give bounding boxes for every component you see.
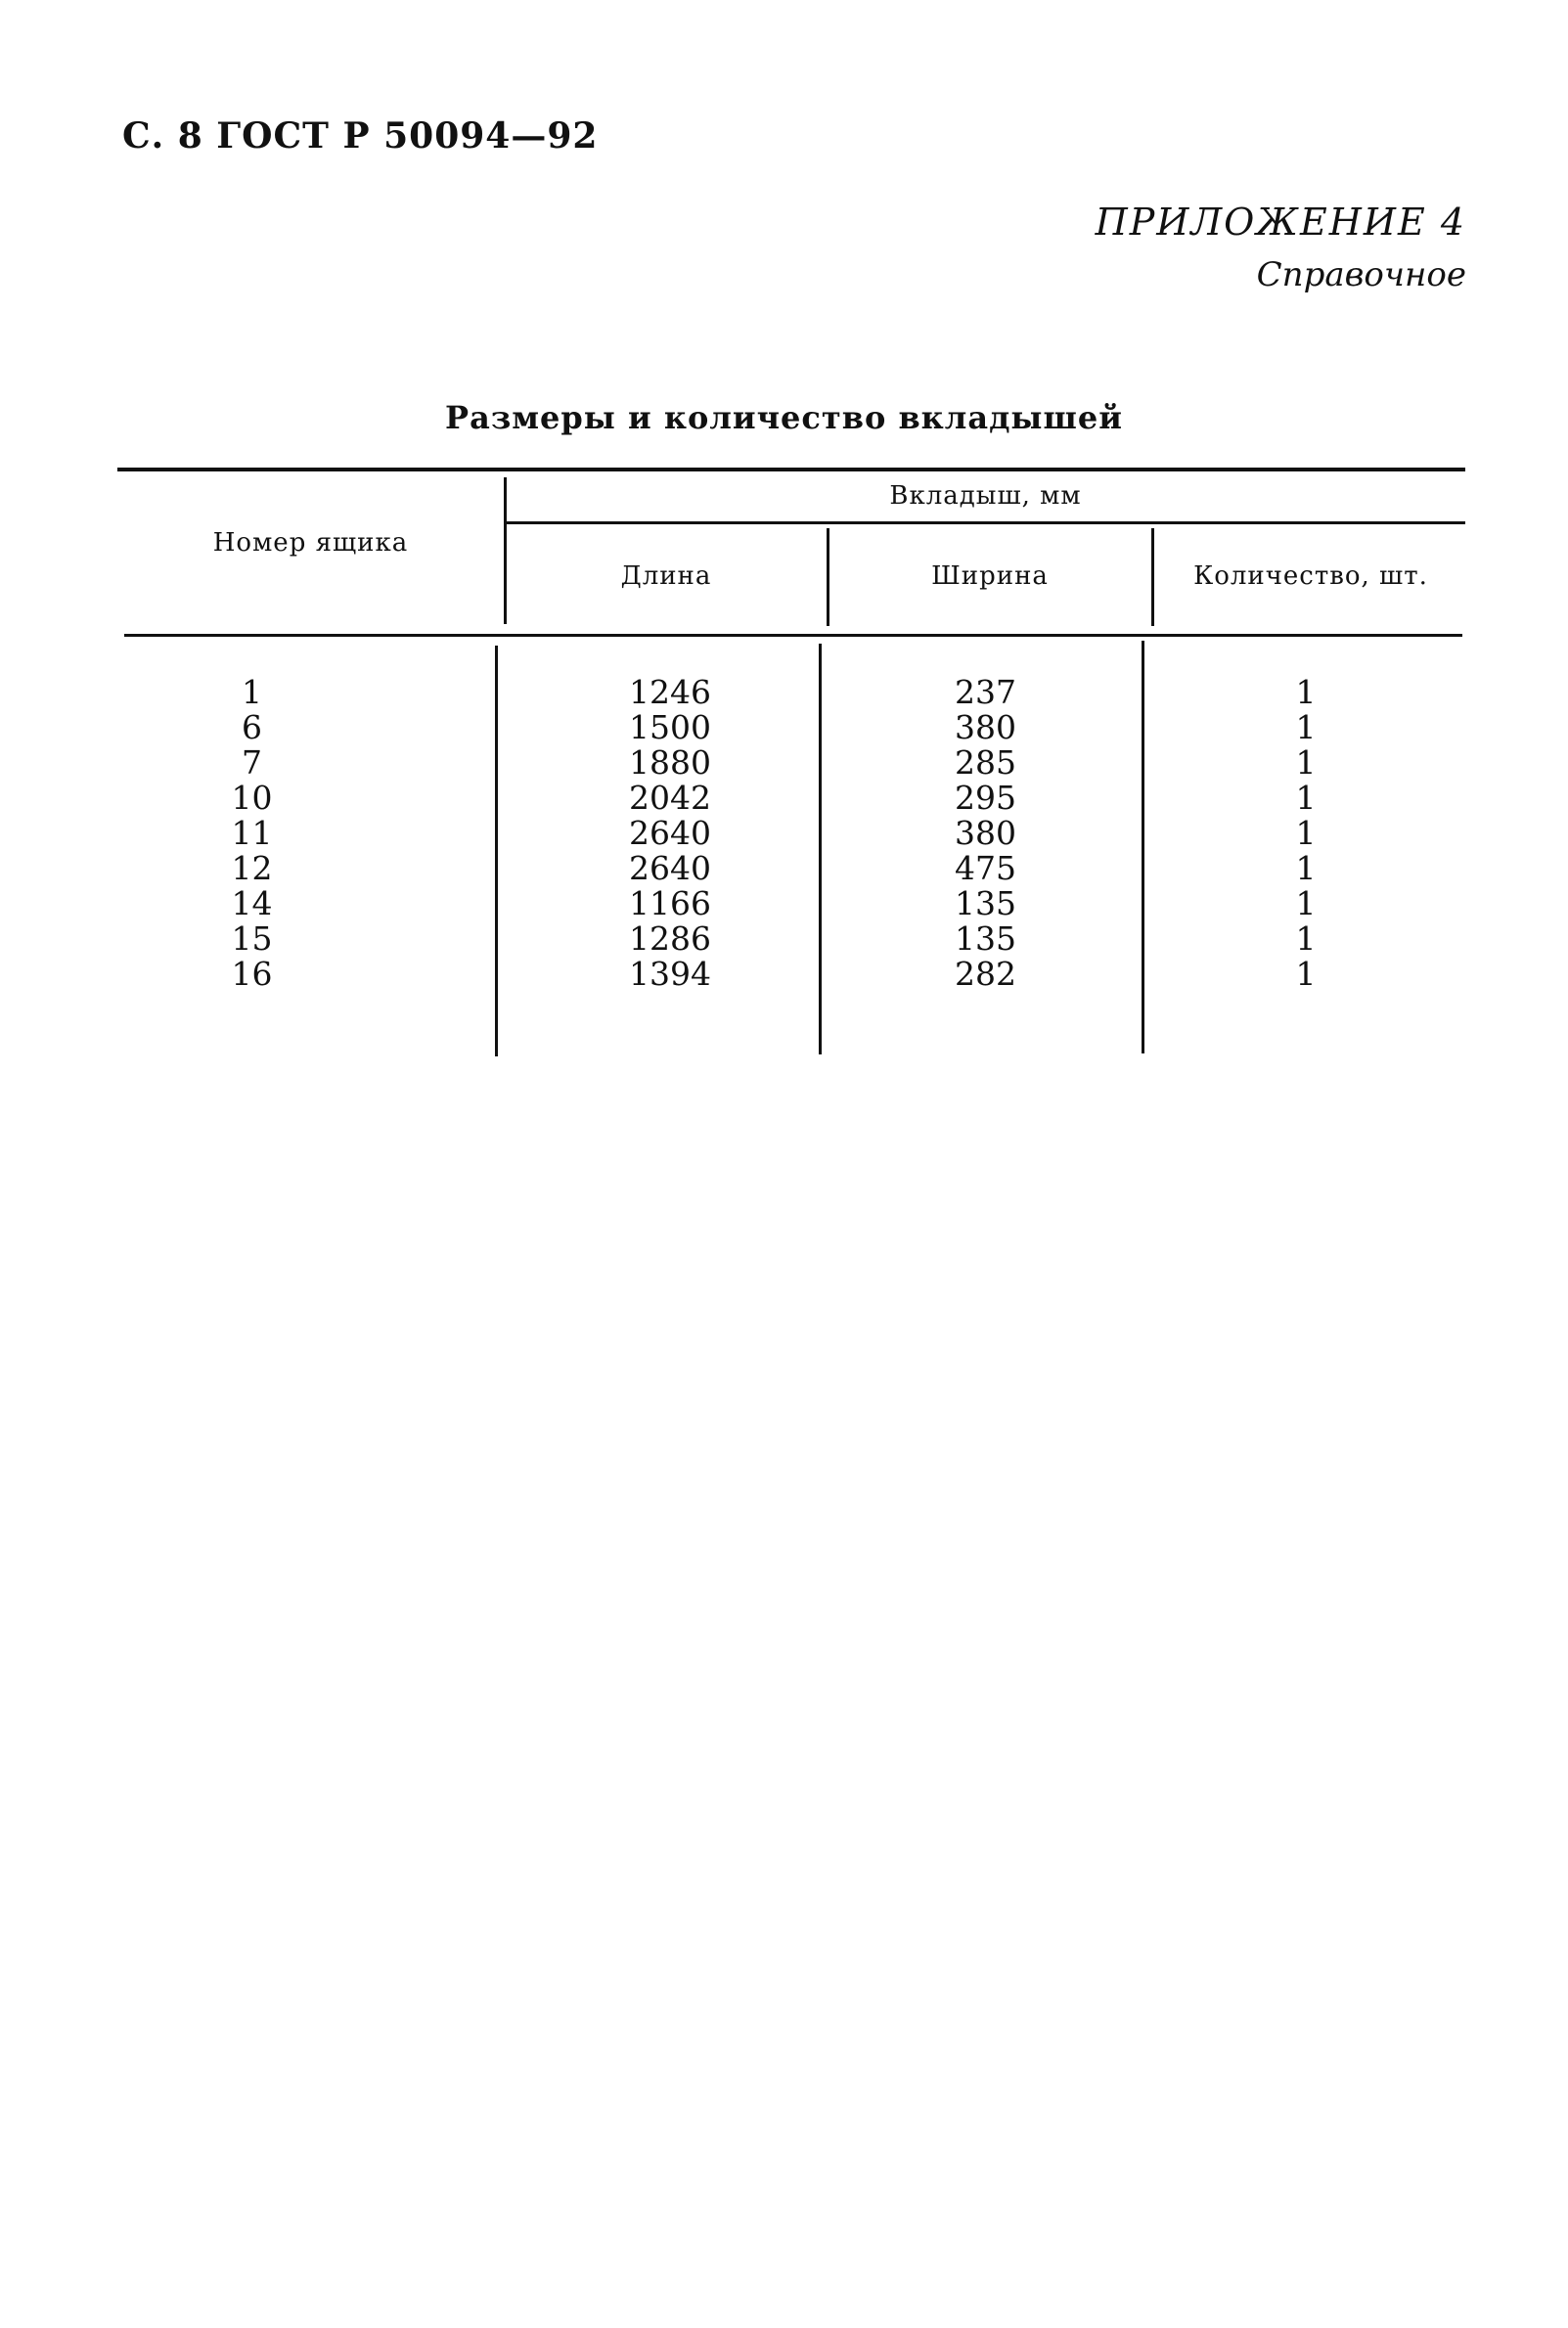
appendix-subtitle: Справочное [1256,255,1466,294]
table-cell: 16 [231,955,273,993]
table-cell: 1 [1295,919,1317,958]
table-cell: 475 [955,849,1016,887]
column-width [831,675,1140,992]
table-cell: 1394 [629,955,711,993]
table-cell: 1 [1295,884,1317,922]
table-cell: 295 [955,779,1016,817]
table-cell: 1166 [629,884,711,922]
header-insert-group: Вкладыш, мм [889,481,1082,511]
table-cell: 12 [231,849,273,887]
header-divider-length [827,528,829,626]
table-cell: 285 [955,743,1016,782]
table-cell: 1500 [629,708,711,746]
header-divider-box [504,477,507,624]
header-divider-width [1151,528,1154,626]
table-cell: 1286 [629,919,711,958]
table-cell: 2640 [629,849,711,887]
header-length: Длина [620,561,712,591]
table-cell: 135 [955,919,1016,958]
table-cell: 1 [1295,955,1317,993]
header-box-number: Номер ящика [212,528,409,558]
table-cell: 7 [242,743,262,782]
table-cell: 1880 [629,743,711,782]
header-quantity: Количество, шт. [1193,561,1428,591]
column-box-number [122,675,381,992]
table-cell: 10 [231,779,273,817]
appendix-block [1096,201,1466,294]
table-cell: 380 [955,814,1016,852]
header-width: Ширина [931,561,1049,591]
table-cell: 1 [1295,708,1317,746]
page-header: С. 8 ГОСТ Р 50094—92 [122,115,599,157]
body-divider-width [1142,641,1144,1053]
column-quantity [1154,675,1457,992]
table-cell: 2042 [629,779,711,817]
table-cell: 11 [231,814,273,852]
table-cell: 2640 [629,814,711,852]
table-cell: 1 [242,673,262,711]
table-cell: 1246 [629,673,711,711]
table-cell: 15 [231,919,273,958]
table-cell: 1 [1295,779,1317,817]
table-cell: 6 [242,708,262,746]
table-cell: 380 [955,708,1016,746]
table-cell: 1 [1295,814,1317,852]
group-header-rule [507,521,1465,524]
table-cell: 237 [955,673,1016,711]
table-cell: 14 [231,884,273,922]
body-divider-box [495,646,498,1056]
header-bottom-rule [124,634,1462,637]
table-cell: 1 [1295,673,1317,711]
table-cell: 282 [955,955,1016,993]
table-cell: 1 [1295,743,1317,782]
table-top-rule [117,468,1465,471]
table-cell: 135 [955,884,1016,922]
appendix-title: ПРИЛОЖЕНИЕ 4 [1095,201,1466,244]
table-title: Размеры и количество вкладышей [445,399,1123,436]
table-cell: 1 [1295,849,1317,887]
column-length [509,675,831,992]
